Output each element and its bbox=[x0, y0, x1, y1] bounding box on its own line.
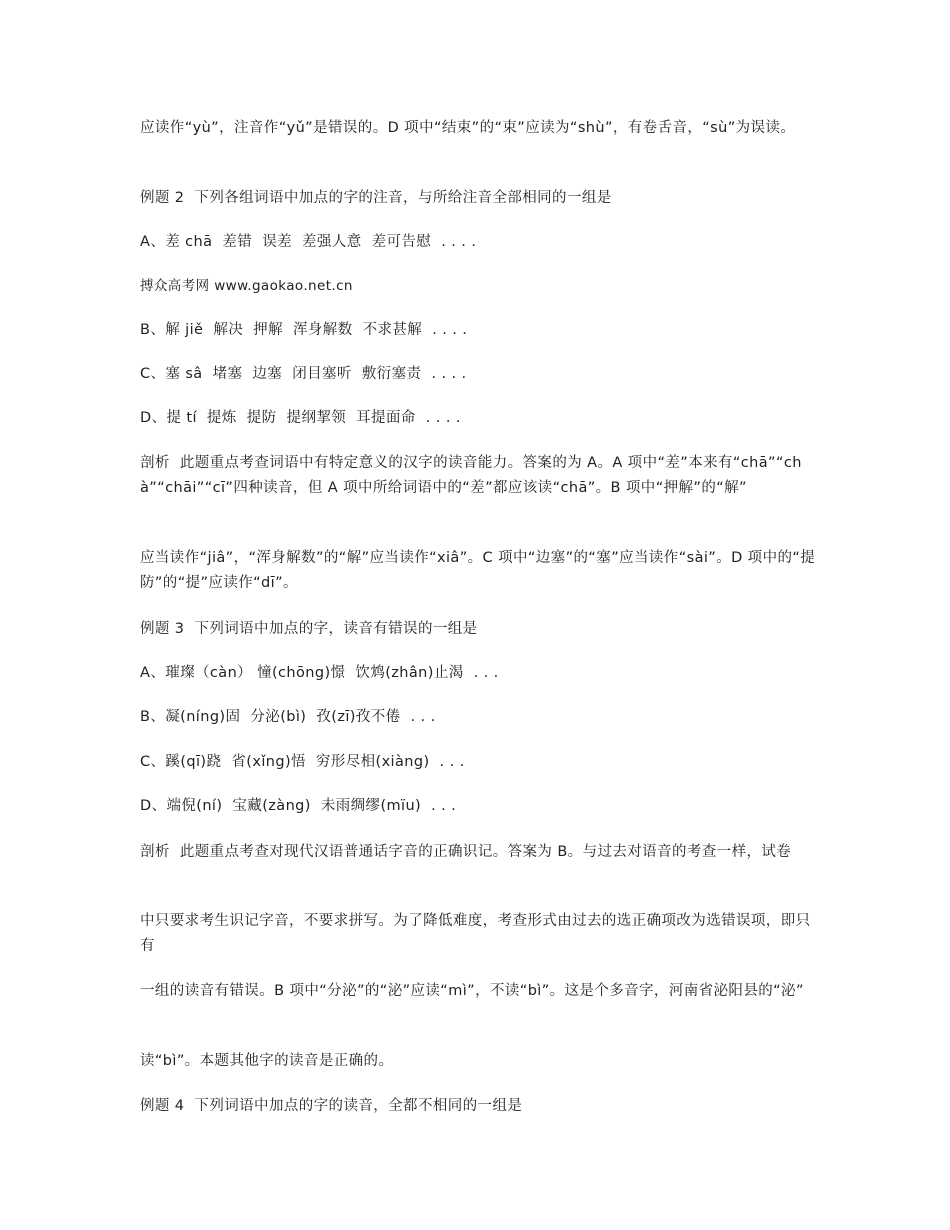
paragraph-analysis-3-part-2: 中只要求考生识记字音，不要求拼写。为了降低难度，考查形式由过去的选正确项改为选错误项，即只有 bbox=[140, 913, 811, 954]
paragraph-example-3-question: 例题 3 下列词语中加点的字，读音有错误的一组是 bbox=[140, 621, 478, 637]
paragraph-watermark-line: 搏众高考网 www.gaokao.net.cn bbox=[140, 278, 353, 294]
paragraph-example-3-option-c: C、蹊(qī)跷 省(xǐng)悟 穷形尽相(xiàng) . . . bbox=[140, 754, 465, 770]
paragraph-option-c: C、塞 sâ 堵塞 边塞 闭目塞听 敷衍塞责 . . . . bbox=[140, 366, 467, 382]
paragraph-example-3-option-d: D、端倪(ní) 宝藏(zàng) 未雨绸缪(mïu) . . . bbox=[140, 798, 457, 814]
paragraph-analysis-3-part-1: 剖析 此题重点考查对现代汉语普通话字音的正确识记。答案为 B。与过去对语音的考查一样，试卷 bbox=[140, 844, 792, 860]
paragraph-analysis-2-part-2: 应当读作“jiâ”，“浑身解数”的“解”应当读作“xiâ”。C 项中“边塞”的“塞”应当读作“sài”。D 项中的“提防”的“提”应读作“dī”。 bbox=[140, 550, 816, 591]
paragraph-example-2-question: 例题 2 下列各组词语中加点的字的注音，与所给注音全部相同的一组是 bbox=[140, 190, 612, 206]
paragraph-option-a: A、差 chā 差错 误差 差强人意 差可告慰 . . . . bbox=[140, 234, 477, 250]
paragraph-option-d: D、提 tí 提炼 提防 提纲挈领 耳提面命 . . . . bbox=[140, 410, 461, 426]
paragraph-example-3-option-b: B、凝(níng)固 分泌(bì) 孜(zī)孜不倦 . . . bbox=[140, 709, 436, 725]
paragraph-example-4-question: 例题 4 下列词语中加点的字的读音，全都不相同的一组是 bbox=[140, 1098, 523, 1114]
paragraph-analysis-3-part-3: 一组的读音有错误。B 项中“分泌”的“泌”应读“mì”，不读“bì”。这是个多音字，河南省泌阳县的“泌” bbox=[140, 983, 804, 999]
paragraph-1: 应读作“yù”，注音作“yǔ”是错误的。D 项中“结束”的“束”应读为“shù”，有卷舌音，“sù”为误读。 bbox=[140, 120, 796, 136]
paragraph-analysis-3-part-4: 读“bì”。本题其他字的读音是正确的。 bbox=[140, 1053, 394, 1069]
paragraph-option-b: B、解 jiě 解决 押解 浑身解数 不求甚解 . . . . bbox=[140, 322, 468, 338]
paragraph-example-3-option-a: A、璀璨（càn） 憧(chōng)憬 饮鸩(zhân)止渴 . . . bbox=[140, 665, 499, 681]
paragraph-analysis-2-part-1: 剖析 此题重点考查词语中有特定意义的汉字的读音能力。答案的为 A。A 项中“差”本来有“chā”“chà”“chāi”“cī”四种读音，但 A 项中所给词语中的“差”都应该读“chā”。B 项中“押解”的“解” bbox=[140, 455, 802, 496]
